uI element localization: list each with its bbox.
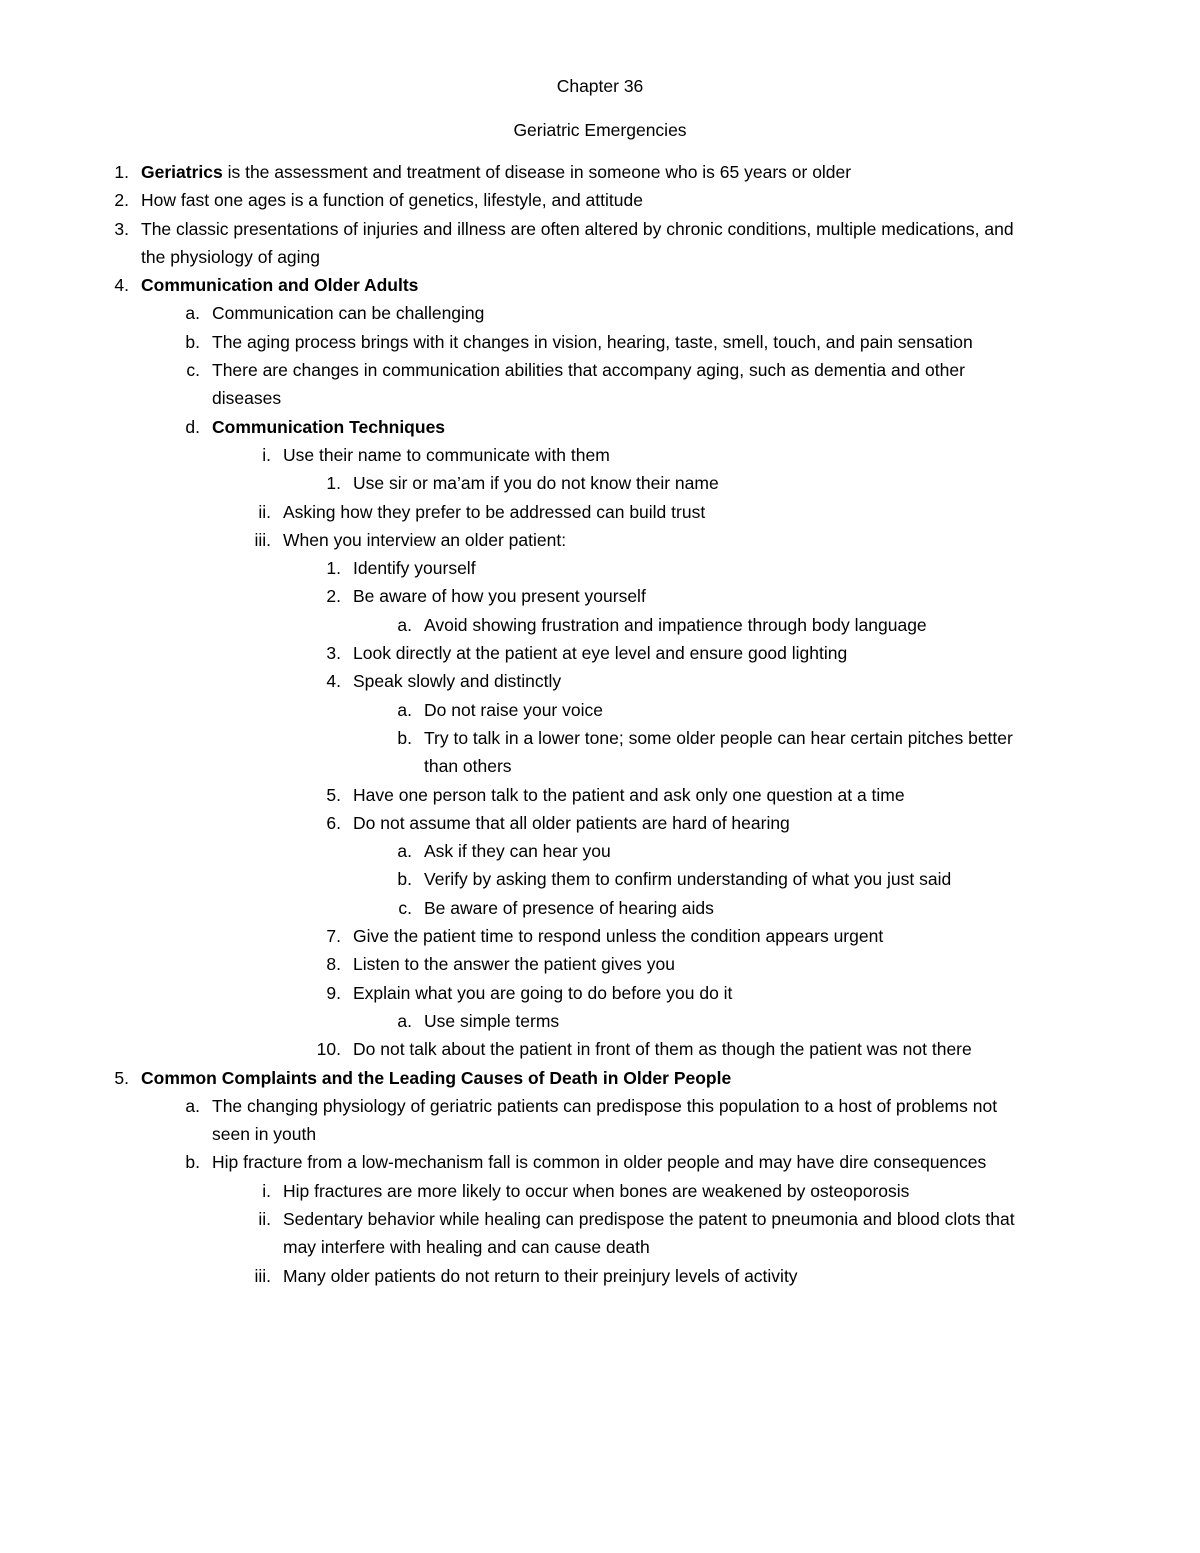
list-marker: 1. [114,162,129,182]
body-text: diseases [212,388,282,409]
list-marker: i. [262,444,271,465]
list-marker: 2. [114,190,129,211]
outline-item [0,1148,1200,1176]
outline-item [0,469,1200,497]
body-text: The changing physiology of geriatric patients can predispose this population to a host of problems not [212,1095,998,1116]
body-text: Be aware of presence of hearing aids [424,897,714,918]
item-text [212,356,1200,384]
list-marker: c. [398,897,412,918]
item-text [141,1064,1200,1092]
item-text [424,865,1200,893]
item-text [212,328,1200,356]
item-text [212,1092,1200,1120]
item-text [212,413,1200,441]
list-marker: 8. [326,954,341,975]
item-text [283,1177,1200,1205]
list-marker: 5. [114,1067,129,1088]
item-text [353,979,1200,1007]
item-text [283,498,1200,526]
outline-item [0,1233,1200,1261]
outline-item [0,526,1200,554]
item-text [141,215,1200,243]
item-text [283,1205,1200,1233]
body-text: Be aware of how you present yourself [353,586,646,607]
item-text [353,582,1200,610]
list-marker: 10. [316,1039,341,1060]
outline-item [0,611,1200,639]
item-text [212,1120,1200,1148]
document-title: Geriatric Emergencies [513,120,687,140]
body-text: There are changes in communication abilities that accompany aging, such as dementia and other [212,360,965,381]
body-text: Do not assume that all older patients are hard of hearing [353,812,790,833]
item-text [353,1035,1200,1063]
body-text: may interfere with healing and can cause death [283,1237,650,1258]
list-marker: d. [185,416,200,437]
body-text: Try to talk in a lower tone; some older people can hear certain pitches better [424,727,1013,748]
list-marker: ii. [258,1208,271,1229]
outline-item [0,696,1200,724]
list-marker: a. [185,303,200,324]
body-text: Many older patients do not return to their preinjury levels of activity [283,1265,798,1286]
outline-item [0,639,1200,667]
outline-item [0,441,1200,469]
item-text [141,158,1200,186]
list-marker: a. [397,614,412,635]
body-text: Avoid showing frustration and impatience through body language [424,614,927,635]
outline-item [0,215,1200,243]
outline-item [0,384,1200,412]
item-text [424,1007,1200,1035]
item-text [283,441,1200,469]
list-marker: i. [262,1180,271,1201]
list-marker: 7. [326,926,341,947]
outline-item [0,186,1200,214]
list-marker: 5. [326,784,341,805]
item-text [283,1233,1200,1261]
list-marker: 3. [326,643,341,664]
outline-item [0,1177,1200,1205]
body-text: When you interview an older patient: [283,529,567,550]
bold-term: Geriatrics [141,162,223,182]
list-marker: iii. [254,529,271,550]
item-text [424,696,1200,724]
item-text [353,781,1200,809]
body-text: Do not talk about the patient in front of them as though the patient was not there [353,1039,972,1060]
item-text [353,809,1200,837]
body-text: The classic presentations of injuries and illness are often altered by chronic conditions, multiple medications, and [141,218,1014,239]
outline-item [0,752,1200,780]
item-text [353,922,1200,950]
item-text [424,894,1200,922]
list-marker: 9. [326,982,341,1003]
item-text [353,950,1200,978]
outline-item [0,950,1200,978]
outline-item [0,1092,1200,1120]
outline-list [0,158,1200,1290]
item-text [212,299,1200,327]
item-text [424,837,1200,865]
item-text [212,384,1200,412]
item-text [424,752,1200,780]
body-text: Verify by asking them to confirm understanding of what you just said [424,869,952,890]
body-text: Use simple terms [424,1010,560,1031]
body-text: Hip fractures are more likely to occur when bones are weakened by osteoporosis [283,1180,910,1201]
outline-item [0,1120,1200,1148]
list-marker: 4. [114,275,129,296]
outline-item [0,328,1200,356]
list-marker: b. [397,869,412,890]
outline-item [0,809,1200,837]
body-text: Give the patient time to respond unless the condition appears urgent [353,926,884,947]
outline-item [0,582,1200,610]
outline-item [0,781,1200,809]
item-text [141,243,1200,271]
body-text: Use their name to communicate with them [283,444,610,465]
item-text [283,1262,1200,1290]
body-text: Sedentary behavior while healing can predispose the patent to pneumonia and blood clots that [283,1208,1015,1229]
list-marker: 1. [326,473,341,494]
body-text: the physiology of aging [141,246,321,267]
body-text: Use sir or ma’am if you do not know their name [353,473,719,494]
body-text: Identify yourself [353,558,476,579]
body-text: Do not raise your voice [424,699,603,720]
body-text: Ask if they can hear you [424,841,611,862]
body-text: The aging process brings with it changes in vision, hearing, taste, smell, touch, and pain sensation [212,331,973,352]
outline-item [0,837,1200,865]
body-text: How fast one ages is a function of genetics, lifestyle, and attitude [141,190,643,211]
outline-item [0,865,1200,893]
bold-term: Common Complaints and the Leading Causes of Death in Older People [141,1067,732,1088]
body-text: Explain what you are going to do before you do it [353,982,733,1003]
bold-term: Communication Techniques [212,416,446,437]
list-marker: b. [185,1152,200,1173]
outline-item [0,1007,1200,1035]
body-text: Communication can be challenging [212,303,485,324]
outline-item [0,979,1200,1007]
outline-item [0,724,1200,752]
bold-term: Communication and Older Adults [141,275,419,296]
body-text: Speak slowly and distinctly [353,671,562,692]
item-text [424,611,1200,639]
outline-item [0,1262,1200,1290]
outline-item [0,158,1200,186]
list-marker: b. [185,331,200,352]
body-text: is the assessment and treatment of disease in someone who is 65 years or older [222,162,852,182]
outline-item [0,413,1200,441]
item-text [141,186,1200,214]
list-marker: a. [185,1095,200,1116]
body-text: than others [424,756,512,777]
outline-item [0,1064,1200,1092]
list-marker: 1. [326,558,341,579]
list-marker: a. [397,699,412,720]
outline-item [0,299,1200,327]
item-text [353,469,1200,497]
outline-item [0,922,1200,950]
document-body [0,72,1200,1290]
body-text: Hip fracture from a low-mechanism fall is common in older people and may have dire consequences [212,1152,987,1173]
body-text: seen in youth [212,1124,317,1145]
list-marker: a. [397,1010,412,1031]
outline-item [0,554,1200,582]
list-marker: iii. [254,1265,271,1286]
outline-item [0,356,1200,384]
item-text [141,271,1200,299]
item-text [212,1148,1200,1176]
outline-item [0,498,1200,526]
outline-item [0,1205,1200,1233]
chapter-heading: Chapter 36 [556,76,644,96]
outline-item [0,243,1200,271]
list-marker: 6. [326,812,341,833]
body-text: Have one person talk to the patient and ask only one question at a time [353,784,905,805]
body-text: Look directly at the patient at eye level and ensure good lighting [353,643,848,664]
list-marker: 2. [326,586,341,607]
body-text: Listen to the answer the patient gives you [353,954,676,975]
list-marker: b. [397,727,412,748]
outline-item [0,667,1200,695]
outline-item [0,1035,1200,1063]
outline-item [0,894,1200,922]
item-text [353,554,1200,582]
list-marker: c. [186,360,200,381]
list-marker: a. [397,841,412,862]
item-text [353,667,1200,695]
list-marker: 3. [114,218,129,239]
item-text [353,639,1200,667]
body-text: Asking how they prefer to be addressed can build trust [283,501,706,522]
item-text [283,526,1200,554]
list-marker: 4. [326,671,341,692]
list-marker: ii. [258,501,271,522]
item-text [424,724,1200,752]
outline-item [0,271,1200,299]
